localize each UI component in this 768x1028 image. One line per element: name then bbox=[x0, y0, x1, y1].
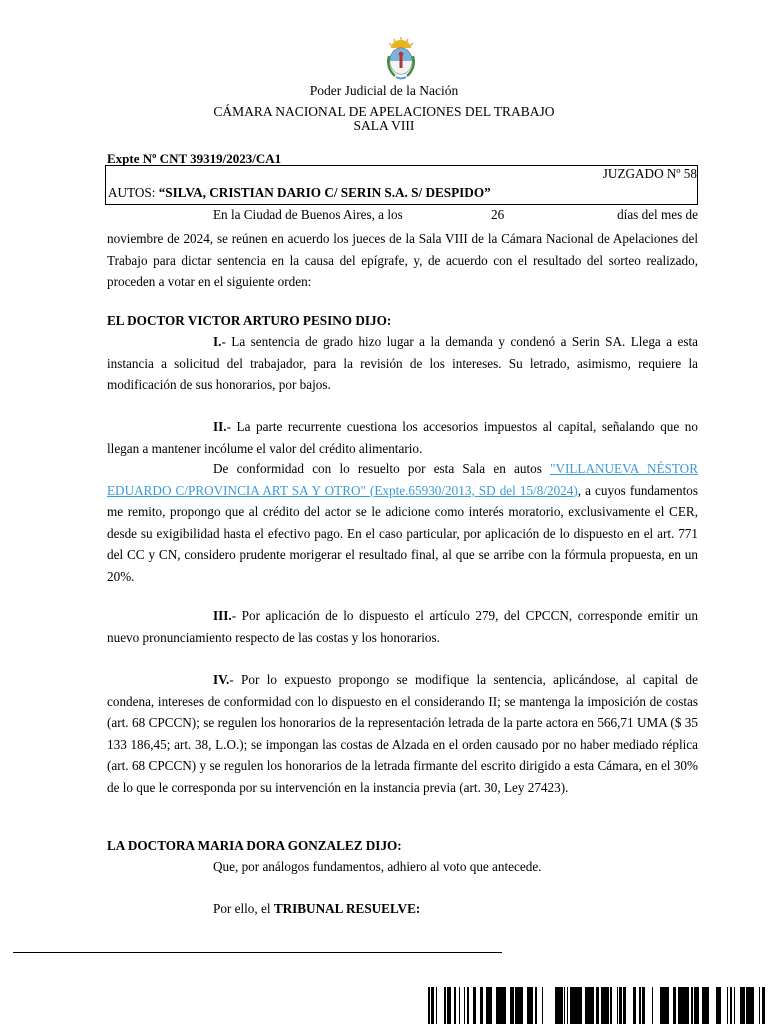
vote2-text: Que, por análogos fundamentos, adhiero al voto que antecede. bbox=[213, 859, 542, 874]
vote1-point-2 bbox=[107, 416, 698, 459]
case-number: Expte Nº CNT 39319/2023/CA1 bbox=[107, 151, 282, 166]
case-box bbox=[105, 165, 698, 205]
point-1-number: I. bbox=[213, 334, 222, 349]
point-2-number: II. bbox=[213, 419, 227, 434]
court-name: Poder Judicial de la Nación bbox=[309, 83, 459, 98]
barcode-icon bbox=[428, 987, 768, 1024]
closing-b: TRIBUNAL RESUELVE: bbox=[273, 901, 421, 916]
point-3-text: - Por aplicación de lo dispuesto el artículo 279, del CPCCN, corresponde emitir un nuevo pronunciamiento respecto de las costas y los honorarios. bbox=[107, 608, 698, 645]
vote1-point-4 bbox=[107, 669, 698, 799]
point-3-number: III. bbox=[213, 608, 232, 623]
chamber-name: CÁMARA NACIONAL DE APELACIONES DEL TRABAJO bbox=[213, 104, 555, 119]
vote2-heading: LA DOCTORA MARIA DORA GONZALEZ DIJO: bbox=[107, 838, 402, 853]
vote1-point-2b bbox=[107, 458, 698, 588]
sala-name: SALA VIII bbox=[353, 118, 415, 133]
point-4-number: IV. bbox=[213, 672, 230, 687]
autos-title: “SILVA, CRISTIAN DARIO C/ SERIN S.A. S/ DESPIDO” bbox=[158, 185, 491, 200]
footer-rule bbox=[13, 952, 502, 953]
vote1-point-1 bbox=[107, 331, 698, 396]
closing-line bbox=[213, 901, 420, 917]
intro-paragraph: noviembre de 2024, se reúnen en acuerdo los jueces de la Sala VIII de la Cámara Nacional de Apelaciones del Trabajo para dictar sentencia en la causa del epígrafe, y, de acuerdo con el resultado del sorteo realizado, proceden a votar en el siguiente orden: bbox=[107, 231, 698, 290]
autos-label: AUTOS: bbox=[108, 185, 159, 200]
intro-b: días del mes de bbox=[617, 207, 698, 222]
precedent-link[interactable]: "VILLANUEVA NÉSTOR EDUARDO C/PROVINCIA ART SA Y OTRO" (Expte.65930/2013, SD del 15/8/2024) bbox=[107, 461, 699, 498]
intro-line-1 bbox=[213, 207, 698, 227]
court-number: JUZGADO Nº 58 bbox=[602, 166, 697, 181]
point-2-text: - La parte recurrente cuestiona los accesorios impuestos al capital, señalando que no llegan a mantener incólume el valor del crédito alimentario. bbox=[107, 419, 698, 456]
intro-a: En la Ciudad de Buenos Aires, a los bbox=[213, 207, 403, 222]
case-caption bbox=[108, 185, 491, 201]
point-2b-text-a: De conformidad con lo resuelto por esta Sala en autos bbox=[213, 461, 551, 476]
closing-a: Por ello, el bbox=[213, 901, 274, 916]
point-1-text: - La sentencia de grado hizo lugar a la demanda y condenó a Serin SA. Llega a esta instancia a solicitud del trabajador, para la revisión de los intereses. Su letrado, asimismo, requiere la modificación de sus honorarios, por bajos. bbox=[107, 334, 698, 393]
vote1-heading: EL DOCTOR VICTOR ARTURO PESINO DIJO: bbox=[107, 313, 392, 328]
intro-day: 26 bbox=[491, 207, 505, 222]
coat-of-arms-icon bbox=[383, 36, 419, 82]
point-2b-text-b: , a cuyos fundamentos me remito, propongo que al crédito del actor se le adicione como interés moratorio, exclusivamente el CER, desde su exigibilidad hasta el efectivo pago. En el caso particular, por aplicación de lo dispuesto en el art. 771 del CC y CN, considero prudente morigerar el resultado final, al que se arribe con la fórmula propuesta, en un 20%. bbox=[107, 482, 698, 584]
point-4-text: - Por lo expuesto propongo se modifique la sentencia, aplicándose, al capital de condena, intereses de conformidad con lo dispuesto en el considerando II; se mantenga la imposición de costas (art. 68 CPCCN); se regulen los honorarios de la representación letrada de la parte actora en 566,71 UMA ($ 35 133 186,45; art. 38, L.O.); se impongan las costas de Alzada en el orden causado por no haber mediado réplica (art. 68 CPCCN) y se regulen los honorarios de la letrada firmante del escrito dirigido a esta Cámara, en el 30% de lo que le corresponda por su intervención en la instancia previa (art. 30, Ley 27423). bbox=[107, 672, 698, 795]
vote1-point-3 bbox=[107, 605, 698, 648]
